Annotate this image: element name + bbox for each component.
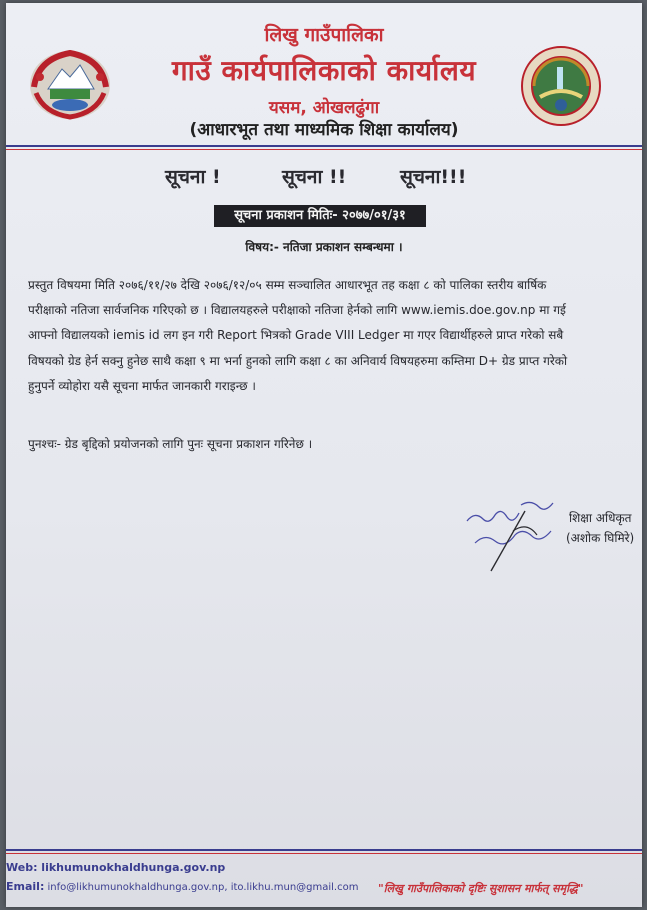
signatory-title: शिक्षा अधिकृत	[569, 511, 632, 525]
footer-email-label: Email:	[6, 880, 45, 893]
notice-subject: विषय:- नतिजा प्रकाशन सम्बन्धमा ।	[245, 240, 403, 254]
footer-website: Web: likhumunokhaldhunga.gov.np	[6, 861, 226, 874]
footer-divider-thin	[6, 853, 642, 854]
footer-email	[6, 880, 358, 893]
office-location: यसम, ओखलढुंगा	[268, 98, 380, 118]
footer-divider	[6, 849, 642, 851]
body-line: प्रस्तुत विषयमा मिति २०७६/११/२७ देखि २०७६/१२/०५ सम्म सञ्चालित आधारभूत तह कक्षा ८ को पालिका स्तरीय बार्षिक	[28, 278, 547, 292]
notice-document	[6, 3, 642, 907]
body-line: विषयको ग्रेड हेर्न सक्नु हुनेछ साथै कक्षा ९ मा भर्ना हुनको लागि कक्षा ८ का अनिवार्य विषयहरुमा कम्तिमा D+ ग्रेड प्राप्त गरेको	[28, 353, 568, 368]
handwritten-signature	[461, 491, 571, 573]
postscript: पुनश्चः- ग्रेड बृद्दिको प्रयोजनको लागि पुनः सूचना प्रकाशन गरिनेछ ।	[28, 437, 313, 451]
body-line: हुनुपर्ने व्योहोरा यसै सूचना मार्फत जानकारी गराइन्छ ।	[28, 378, 256, 393]
header-divider	[6, 145, 642, 147]
header-divider-thin	[6, 149, 642, 150]
notice-body	[28, 273, 636, 399]
notice-heading-3: सूचना!!!	[400, 166, 467, 188]
body-line: परीक्षाको नतिजा सार्वजनिक गरिएको छ । विद्यालयहरुले परीक्षाको नतिजा हेर्नको लागि www.iemis.doe.gov.np मा गई	[28, 303, 566, 318]
notice-paragraph	[28, 273, 636, 399]
footer-slogan: "लिखु गाउँपालिकाको दृष्टिः सुशासन मार्फत् समृद्धि"	[378, 882, 584, 895]
notice-heading-1: सूचना !	[165, 166, 221, 188]
office-title: गाउँ कार्यपालिकाको कार्यालय	[171, 54, 477, 87]
footer-email-value: info@likhumunokhaldhunga.gov.np, ito.likhu.mun@gmail.com	[44, 882, 359, 893]
publication-date-banner: सूचना प्रकाशन मितिः- २०७७/०१/३१	[214, 205, 426, 227]
office-subtitle: (आधारभूत तथा माध्यमिक शिक्षा कार्यालय)	[189, 120, 459, 140]
municipality-name: लिखु गाउँपालिका	[264, 24, 384, 46]
body-line: आफ्नो विद्यालयको iemis id लग इन गरी Report भित्रको Grade VIII Ledger मा गएर विद्यार्थीहरुले प्राप्त गरेको सबै	[28, 328, 564, 343]
notice-heading-2: सूचना !!	[282, 166, 347, 188]
signatory-name: (अशोक घिमिरे)	[566, 531, 635, 545]
